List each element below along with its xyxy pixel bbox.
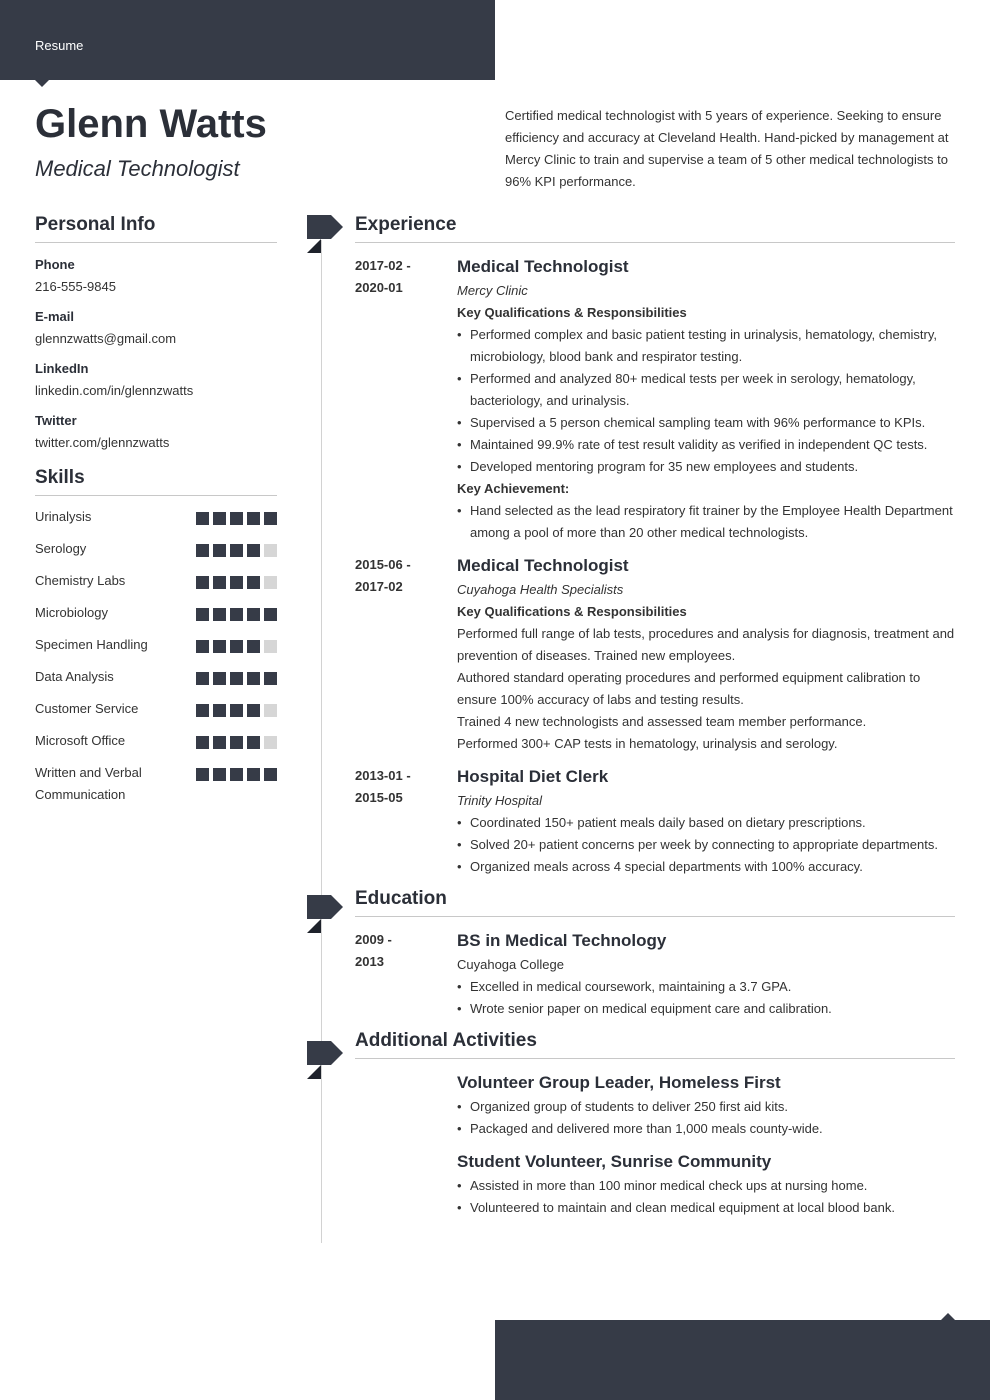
candidate-title: Medical Technologist xyxy=(35,156,240,181)
info-value: glennzwatts@gmail.com xyxy=(35,331,177,346)
info-phone xyxy=(35,257,277,295)
skill-dot-filled xyxy=(247,704,260,717)
skill-row xyxy=(35,634,277,656)
skill-dot-filled xyxy=(213,704,226,717)
skill-dot-filled xyxy=(247,672,260,685)
skill-dot-filled xyxy=(196,672,209,685)
skill-dot-filled xyxy=(213,640,226,653)
skill-dot-filled xyxy=(247,608,260,621)
skill-dot-empty xyxy=(264,736,277,749)
right-column xyxy=(355,214,955,1229)
skill-dot-filled xyxy=(196,768,209,781)
skill-dot-filled xyxy=(213,608,226,621)
skill-dot-filled xyxy=(230,704,243,717)
header-band xyxy=(0,0,495,80)
skill-dot-filled xyxy=(196,704,209,717)
skill-level-rating xyxy=(196,538,277,557)
entry-bullets xyxy=(457,976,955,1020)
skill-dot-filled xyxy=(247,544,260,557)
experience-marker-icon xyxy=(307,215,343,253)
list-item: • Developed mentoring program for 35 new employees and students. xyxy=(457,456,955,478)
header-notch xyxy=(35,80,49,87)
entry-dates xyxy=(355,765,457,878)
skill-name: Microsoft Office xyxy=(35,733,126,748)
skill-dot-filled xyxy=(213,544,226,557)
list-item: • Performed complex and basic patient testing in urinalysis, hematology, chemistry, microbiology, blood bank and respirator testing. xyxy=(457,324,955,368)
skill-name: Serology xyxy=(35,541,87,556)
skill-dot-filled xyxy=(230,768,243,781)
date-end: 2017-02 xyxy=(355,579,403,594)
skill-dot-filled xyxy=(196,608,209,621)
info-value: twitter.com/glennzwatts xyxy=(35,435,170,450)
skill-level-rating xyxy=(196,570,277,589)
education-section xyxy=(355,888,955,1020)
skill-name: Microbiology xyxy=(35,605,108,620)
skills-heading: Skills xyxy=(35,467,277,496)
experience-heading: Experience xyxy=(355,214,955,243)
entry-bullets xyxy=(457,324,955,478)
date-end: 2013 xyxy=(355,954,384,969)
skill-dot-empty xyxy=(264,576,277,589)
list-item: • Assisted in more than 100 minor medical check ups at nursing home. xyxy=(457,1175,955,1197)
left-column xyxy=(35,214,277,806)
entry-role: Hospital Diet Clerk xyxy=(457,767,609,786)
skill-dot-filled xyxy=(196,544,209,557)
date-end: 2020-01 xyxy=(355,280,403,295)
activities-heading: Additional Activities xyxy=(355,1030,955,1059)
personal-info-heading: Personal Info xyxy=(35,214,277,243)
entry-line: Performed full range of lab tests, procedures and analysis for diagnosis, treatment and prevention of diseases. Trained new employees. xyxy=(457,626,955,663)
skill-dot-filled xyxy=(230,640,243,653)
skill-dot-filled xyxy=(247,768,260,781)
education-entry xyxy=(355,929,955,1020)
skill-dot-filled xyxy=(264,512,277,525)
skill-dot-filled xyxy=(213,672,226,685)
info-twitter xyxy=(35,413,277,451)
info-email xyxy=(35,309,277,347)
info-label: LinkedIn xyxy=(35,361,89,376)
summary-text: Certified medical technologist with 5 years of experience. Seeking to ensure efficiency and accuracy at Cleveland Health. Hand-picked by management at Mercy Clinic to train and supervise a team of 5 other medical technologists to 96% KPI performance. xyxy=(505,108,949,189)
skill-name: Urinalysis xyxy=(35,509,92,524)
entry-bullets xyxy=(457,1096,955,1140)
date-end: 2015-05 xyxy=(355,790,403,805)
skill-name: Written and Verbal Communication xyxy=(35,765,142,802)
list-item: • Wrote senior paper on medical equipment care and calibration. xyxy=(457,998,955,1020)
skill-dot-filled xyxy=(230,672,243,685)
skill-dot-filled xyxy=(247,576,260,589)
list-item: • Supervised a 5 person chemical sampling team with 96% performance to KPIs. xyxy=(457,412,955,434)
skill-dot-filled xyxy=(247,512,260,525)
skill-dot-empty xyxy=(264,640,277,653)
skill-dot-filled xyxy=(230,608,243,621)
activity-entry xyxy=(355,1071,955,1140)
experience-entry xyxy=(355,765,955,878)
info-label: Twitter xyxy=(35,413,77,428)
entry-subheading: Key Qualifications & Responsibilities xyxy=(457,305,687,320)
skill-dot-filled xyxy=(264,672,277,685)
list-item: • Coordinated 150+ patient meals daily based on dietary prescriptions. xyxy=(457,812,955,834)
skill-name: Chemistry Labs xyxy=(35,573,126,588)
skill-dot-filled xyxy=(213,768,226,781)
entry-dates xyxy=(355,929,457,1020)
skill-dot-filled xyxy=(230,512,243,525)
skill-level-rating xyxy=(196,730,277,749)
date-start: 2009 - xyxy=(355,932,392,947)
list-item: • Organized group of students to deliver 250 first aid kits. xyxy=(457,1096,955,1118)
entry-line: Performed 300+ CAP tests in hematology, urinalysis and serology. xyxy=(457,736,838,751)
entry-company: Cuyahoga Health Specialists xyxy=(457,582,624,597)
skill-level-rating xyxy=(196,762,277,781)
skill-dot-filled xyxy=(213,576,226,589)
skill-dot-filled xyxy=(230,544,243,557)
skill-dot-filled xyxy=(264,608,277,621)
list-item: • Solved 20+ patient concerns per week by connecting to appropriate departments. xyxy=(457,834,955,856)
skills-list xyxy=(35,506,277,806)
entry-role: Medical Technologist xyxy=(457,257,629,276)
skill-row xyxy=(35,506,277,528)
footer-notch xyxy=(941,1313,955,1320)
skill-dot-filled xyxy=(196,576,209,589)
entry-line: Trained 4 new technologists and assessed team member performance. xyxy=(457,714,867,729)
experience-entry xyxy=(355,554,955,755)
info-linkedin xyxy=(35,361,277,399)
info-label: Phone xyxy=(35,257,75,272)
entry-school: Cuyahoga College xyxy=(457,957,564,972)
list-item: • Hand selected as the lead respiratory fit trainer by the Employee Health Department among a pool of more than 20 other medical technologists. xyxy=(457,500,955,544)
activity-entry xyxy=(355,1150,955,1219)
activities-marker-icon xyxy=(307,1041,343,1079)
entry-achievements xyxy=(457,500,955,544)
date-start: 2013-01 - xyxy=(355,768,411,783)
header-label: Resume xyxy=(35,38,84,53)
entry-dates xyxy=(355,255,457,544)
date-start: 2017-02 - xyxy=(355,258,411,273)
date-start: 2015-06 - xyxy=(355,557,411,572)
entry-subheading: Key Achievement: xyxy=(457,481,570,496)
list-item: • Maintained 99.9% rate of test result validity as verified in independent QC tests. xyxy=(457,434,955,456)
skill-level-rating xyxy=(196,602,277,621)
skill-row xyxy=(35,538,277,560)
skill-dot-empty xyxy=(264,704,277,717)
timeline-line xyxy=(321,240,322,1243)
experience-entry xyxy=(355,255,955,544)
skill-row xyxy=(35,698,277,720)
skill-name: Data Analysis xyxy=(35,669,114,684)
candidate-name: Glenn Watts xyxy=(35,102,267,146)
activity-role: Student Volunteer, Sunrise Community xyxy=(457,1152,772,1171)
skill-dot-filled xyxy=(264,768,277,781)
activity-role: Volunteer Group Leader, Homeless First xyxy=(457,1073,781,1092)
entry-bullets xyxy=(457,1175,955,1219)
list-item: • Performed and analyzed 80+ medical tests per week in serology, hematology, bacteriology, and urinalysis. xyxy=(457,368,955,412)
list-item: • Volunteered to maintain and clean medical equipment at local blood bank. xyxy=(457,1197,955,1219)
info-value: 216-555-9845 xyxy=(35,279,116,294)
footer-band xyxy=(495,1320,990,1400)
entry-company: Trinity Hospital xyxy=(457,793,543,808)
entry-line: Authored standard operating procedures and performed equipment calibration to ensure 100% accuracy of labs and testing results. xyxy=(457,670,921,707)
skill-dot-filled xyxy=(213,736,226,749)
skill-row xyxy=(35,762,277,806)
skill-name: Specimen Handling xyxy=(35,637,148,652)
skill-dot-filled xyxy=(247,640,260,653)
list-item: • Excelled in medical coursework, maintaining a 3.7 GPA. xyxy=(457,976,955,998)
skill-level-rating xyxy=(196,506,277,525)
info-value: linkedin.com/in/glennzwatts xyxy=(35,383,194,398)
experience-section xyxy=(355,214,955,878)
skill-dot-filled xyxy=(230,576,243,589)
skill-level-rating xyxy=(196,698,277,717)
skill-dot-filled xyxy=(196,736,209,749)
activities-section xyxy=(355,1030,955,1219)
skill-row xyxy=(35,730,277,752)
skill-dot-filled xyxy=(213,512,226,525)
entry-degree: BS in Medical Technology xyxy=(457,931,667,950)
entry-bullets xyxy=(457,812,955,878)
skill-name: Customer Service xyxy=(35,701,139,716)
skill-row xyxy=(35,666,277,688)
skill-level-rating xyxy=(196,666,277,685)
list-item: • Organized meals across 4 special departments with 100% accuracy. xyxy=(457,856,955,878)
entry-dates xyxy=(355,554,457,755)
info-label: E-mail xyxy=(35,309,75,324)
skill-row xyxy=(35,602,277,624)
entry-role: Medical Technologist xyxy=(457,556,629,575)
education-heading: Education xyxy=(355,888,955,917)
skill-dot-filled xyxy=(196,512,209,525)
skill-level-rating xyxy=(196,634,277,653)
entry-company: Mercy Clinic xyxy=(457,283,528,298)
education-marker-icon xyxy=(307,895,343,933)
skill-dot-filled xyxy=(196,640,209,653)
skill-dot-filled xyxy=(230,736,243,749)
entry-subheading: Key Qualifications & Responsibilities xyxy=(457,604,687,619)
skill-dot-filled xyxy=(247,736,260,749)
list-item: • Packaged and delivered more than 1,000 meals county-wide. xyxy=(457,1118,955,1140)
skill-dot-empty xyxy=(264,544,277,557)
skill-row xyxy=(35,570,277,592)
